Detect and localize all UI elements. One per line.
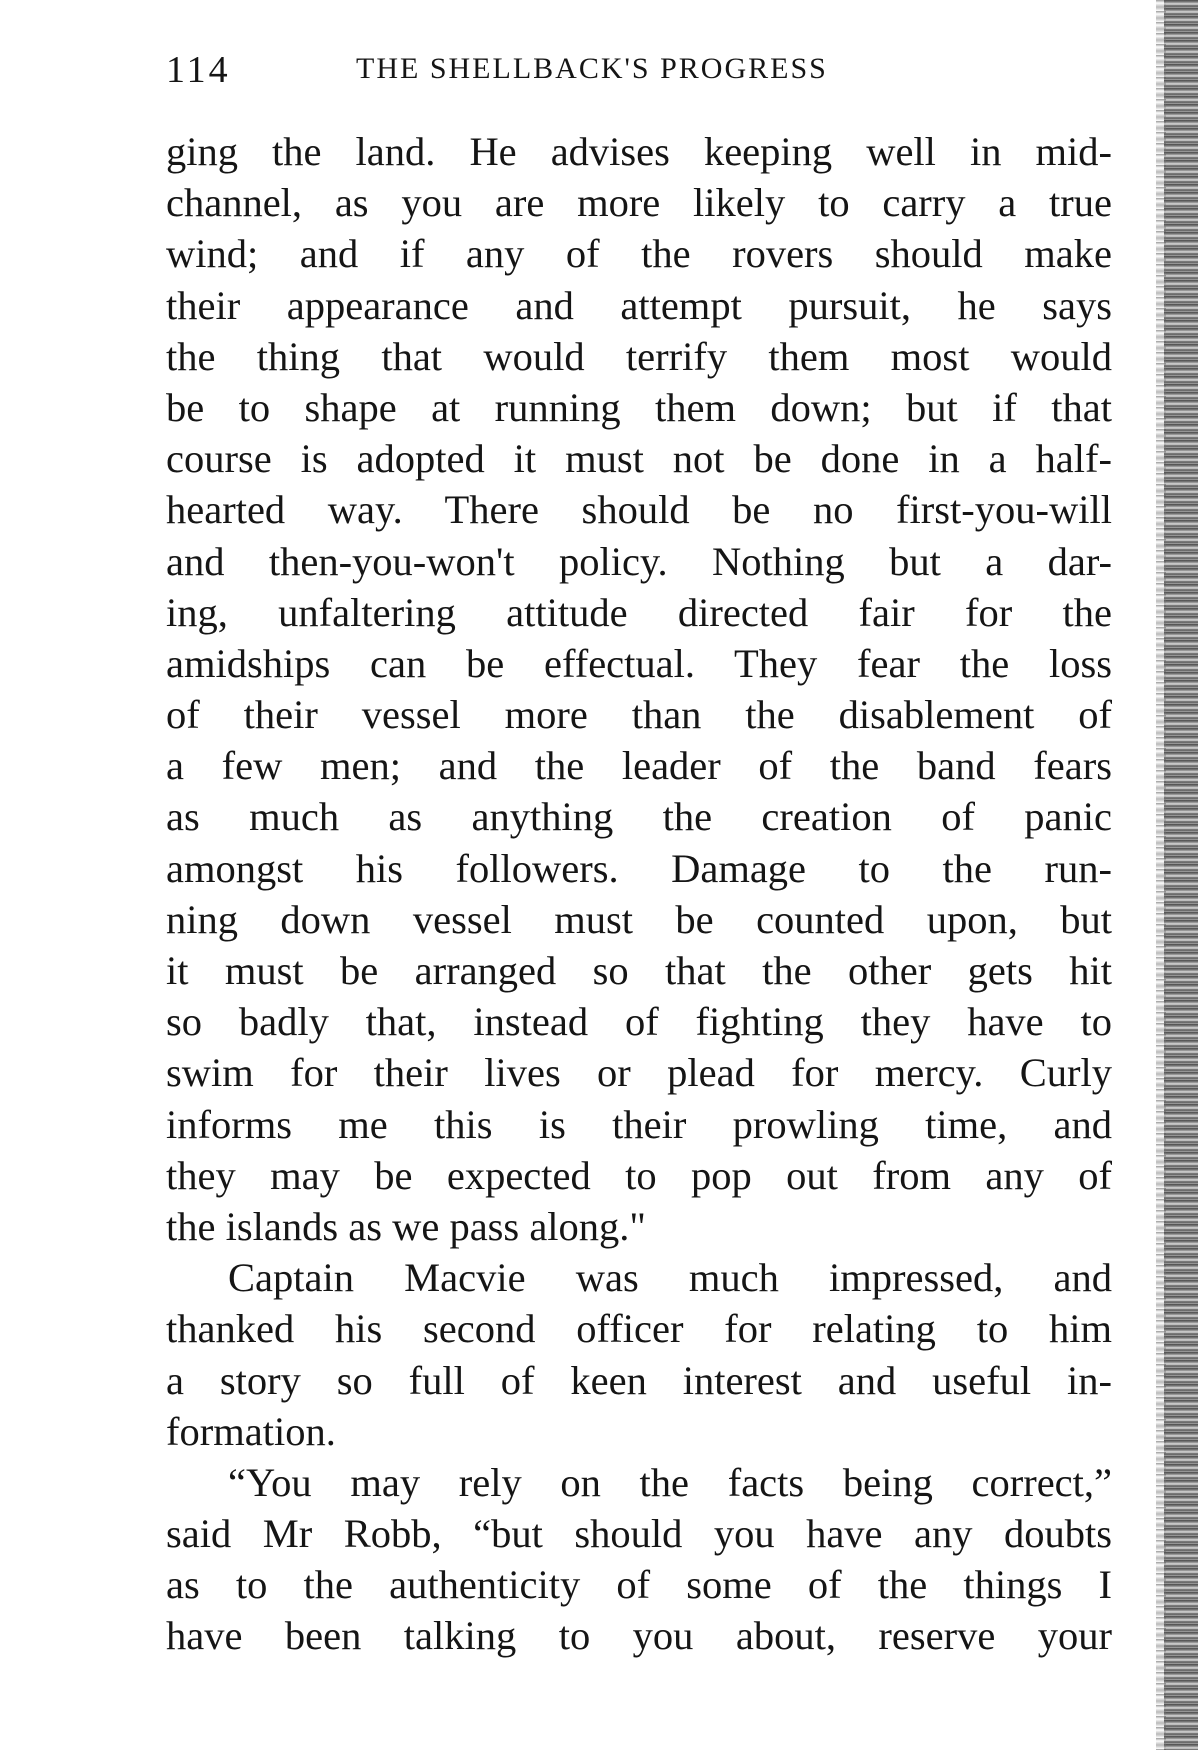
text-line: Captain Macvie was much impressed, and — [228, 1255, 1112, 1301]
text-line: a story so full of keen interest and useful in- — [166, 1357, 1112, 1403]
text-line: amidships can be effectual. They fear the loss — [166, 640, 1112, 686]
text-line: ging the land. He advises keeping well in mid- — [166, 129, 1112, 174]
text-line: it must be arranged so that the other gets hit — [166, 948, 1112, 993]
text-line: ning down vessel must be counted upon, but — [166, 896, 1112, 942]
text-line: ing, unfaltering attitude directed fair for the — [166, 589, 1112, 635]
text-line: their appearance and attempt pursuit, he says — [166, 282, 1112, 328]
running-title: THE SHELLBACK'S PROGRESS — [356, 52, 828, 85]
text-line: as to the authenticity of some of the things I — [166, 1562, 1112, 1608]
text-line: of their vessel more than the disablement of — [166, 692, 1112, 738]
text-line: as much as anything the creation of panic — [166, 794, 1112, 840]
text-line: a few men; and the leader of the band fears — [166, 743, 1112, 789]
text-line: thanked his second officer for relating to him — [166, 1306, 1112, 1352]
text-line: be to shape at running them down; but if that — [166, 384, 1112, 430]
page-number: 114 — [166, 49, 231, 91]
page-edge-shadow — [1164, 0, 1198, 1750]
body-text — [166, 126, 1112, 1662]
text-line: have been talking to you about, reserve your — [166, 1613, 1112, 1659]
text-line: informs me this is their prowling time, and — [166, 1101, 1112, 1147]
page-header — [166, 48, 926, 98]
text-line: they may be expected to pop out from any of — [166, 1152, 1112, 1198]
text-line: course is adopted it must not be done in a half- — [166, 436, 1112, 482]
text-line: swim for their lives or plead for mercy. Curly — [166, 1050, 1112, 1096]
text-line: said Mr Robb, “but should you have any doubts — [166, 1511, 1112, 1557]
text-line: so badly that, instead of fighting they have to — [166, 999, 1112, 1045]
text-line: and then-you-won't policy. Nothing but a dar- — [166, 538, 1112, 584]
text-line: the thing that would terrify them most would — [166, 333, 1112, 379]
text-line: wind; and if any of the rovers should make — [166, 231, 1112, 277]
text-line: channel, as you are more likely to carry a true — [166, 180, 1112, 226]
text-line: “You may rely on the facts being correct,” — [228, 1459, 1112, 1505]
text-line: hearted way. There should be no first-you-will — [166, 487, 1112, 533]
text-line: amongst his followers. Damage to the run- — [166, 845, 1112, 891]
text-line: formation. — [166, 1408, 336, 1454]
text-line: the islands as we pass along." — [166, 1203, 646, 1249]
